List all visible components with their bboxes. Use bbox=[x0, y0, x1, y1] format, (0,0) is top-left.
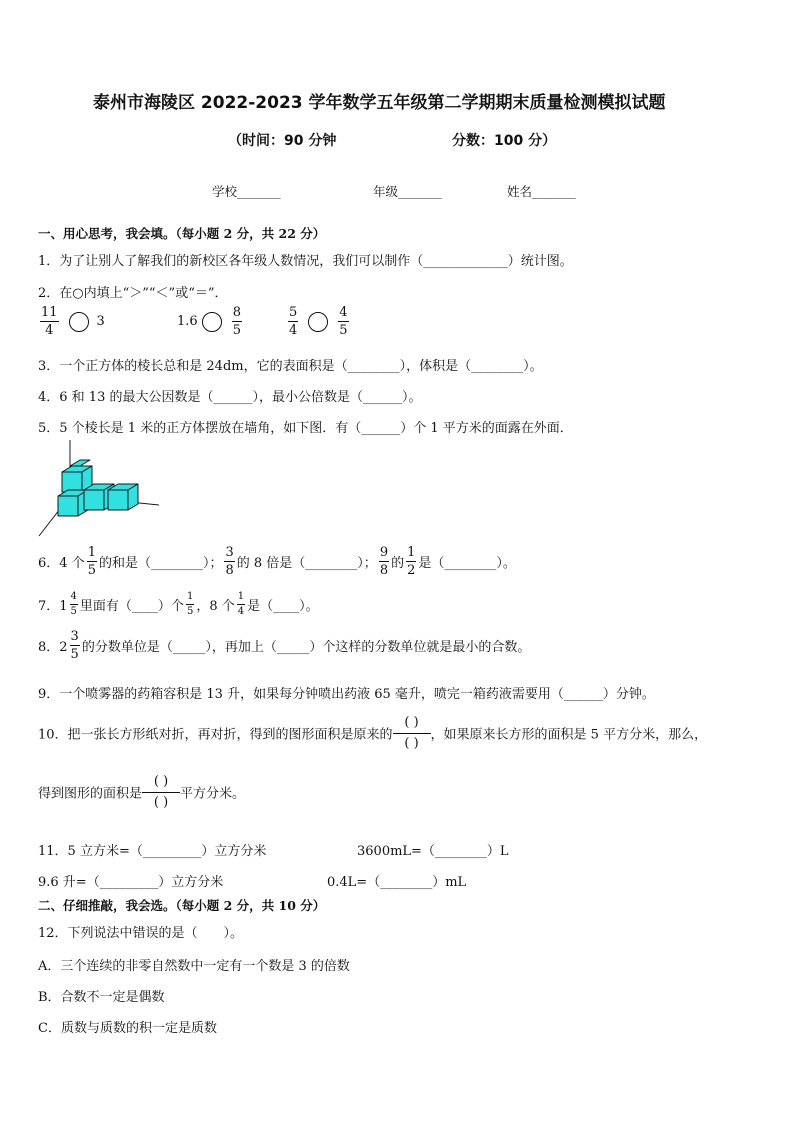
fraction: $\frac{11}{4}$ bbox=[41, 305, 58, 338]
section1-heading: 一、用心思考，我会填。（每小题 2 分，共 22 分） bbox=[38, 226, 326, 241]
cube bbox=[108, 490, 128, 510]
question-2-item-b: 1.6 $\frac{8}{5}$ bbox=[177, 305, 241, 338]
answer-fraction-blank[interactable]: $\frac{( )}{( )}$ bbox=[142, 775, 180, 809]
question-4: 4．6 和 13 的最大公因数是（______），最小公倍数是（______）。 bbox=[38, 390, 422, 405]
question-7: 7．1 $\frac{4}{5}$ 里面有（____）个 $\frac{1}{5}$ ，8 个 $\frac{1}{4}$ 是（____）。 bbox=[38, 591, 319, 617]
question-2: 2．在○内填上“＞”“＜”或“＝”． bbox=[38, 286, 228, 301]
question-10-line1: 10．把一张长方形纸对折，再对折，得到的图形面积是原来的 $\frac{( )}{( )}$ ，如果原来长方形的面积是 5 平方分米，那么， bbox=[38, 715, 708, 751]
question-3: 3．一个正方体的棱长总和是 24dm，它的表面积是（________），体积是（________）。 bbox=[38, 359, 543, 374]
fraction: $\frac{5}{4}$ bbox=[289, 305, 298, 338]
cube-top-face bbox=[70, 460, 90, 466]
option-b[interactable]: B．合数不一定是偶数 bbox=[38, 990, 165, 1005]
answer-fraction-blank[interactable]: $\frac{( )}{( )}$ bbox=[393, 716, 431, 750]
cube-stack-figure bbox=[38, 440, 163, 540]
fraction: $\frac{3}{5}$ bbox=[70, 629, 79, 662]
cube bbox=[84, 490, 104, 510]
question-12: 12．下列说法中错误的是（ ）。 bbox=[38, 926, 244, 941]
fraction: $\frac{4}{5}$ bbox=[70, 591, 77, 617]
question-5: 5．5 个棱长是 1 米的正方体摆放在墙角，如下图．有（______）个 1 平方米的面露在外面． bbox=[38, 421, 573, 436]
page-title: 泰州市海陵区 2022-2023 学年数学五年级第二学期期末质量检测模拟试题 bbox=[93, 93, 666, 113]
question-11-b: 3600mL=（________）L bbox=[357, 844, 509, 859]
compare-circle[interactable] bbox=[202, 312, 222, 332]
question-1: 1．为了让别人了解我们的新校区各年级人数情况，我们可以制作（_____________）统计图。 bbox=[38, 254, 573, 269]
fraction: $\frac{9}{8}$ bbox=[379, 545, 389, 578]
fraction: $\frac{1}{5}$ bbox=[186, 591, 194, 617]
fraction: $\frac{1}{2}$ bbox=[407, 545, 416, 578]
fraction: $\frac{1}{5}$ bbox=[87, 545, 96, 578]
fraction: $\frac{1}{4}$ bbox=[237, 591, 245, 617]
question-8: 8．2 $\frac{3}{5}$ 的分数单位是（_____），再加上（_____）个这样的分数单位就是最小的合数。 bbox=[38, 629, 531, 662]
grade-field: 年级_______ bbox=[373, 184, 442, 199]
section2-heading: 二、仔细推敲，我会选。（每小题 2 分，共 10 分） bbox=[38, 898, 326, 913]
question-11-d: 0.4L=（________）mL bbox=[327, 875, 467, 890]
question-2-item-c bbox=[286, 306, 351, 337]
fraction: $\frac{8}{5}$ bbox=[232, 305, 241, 338]
school-field: 学校_______ bbox=[212, 184, 281, 199]
question-2-item-a: $\frac{11}{4}$ 3 bbox=[41, 305, 105, 338]
option-c[interactable]: C．质数与质数的积一定是质数 bbox=[38, 1021, 217, 1036]
cube bbox=[58, 496, 78, 516]
question-6: 6．4 个 $\frac{1}{5}$ 的和是（________）； $\frac{3}{8}$ 的 8 倍是（________）； $\frac{9}{8}$ 的 $\frac{1}{2}$ 是（________）。 bbox=[38, 545, 516, 578]
cube bbox=[62, 472, 82, 492]
fraction: $\frac{4}{5}$ bbox=[339, 305, 348, 338]
name-field: 姓名_______ bbox=[507, 184, 576, 199]
question-10-line2: 得到图形的面积是 $\frac{( )}{( )}$ 平方分米。 bbox=[38, 774, 246, 810]
exam-time: （时间：90 分钟 bbox=[228, 133, 337, 149]
exam-score: 分数：100 分） bbox=[452, 133, 557, 149]
compare-circle[interactable] bbox=[308, 312, 328, 332]
compare-circle[interactable] bbox=[69, 312, 89, 332]
question-11-a: 11．5 立方米=（_________）立方分米 bbox=[38, 844, 267, 859]
fraction: $\frac{3}{8}$ bbox=[225, 545, 234, 578]
option-a[interactable]: A．三个连续的非零自然数中一定有一个数是 3 的倍数 bbox=[38, 959, 350, 974]
question-11-c: 9.6 升=（_________）立方分米 bbox=[38, 875, 224, 890]
question-9: 9．一个喷雾器的药箱容积是 13 升，如果每分钟喷出药液 65 毫升，喷完一箱药液需要用（______）分钟。 bbox=[38, 687, 655, 702]
